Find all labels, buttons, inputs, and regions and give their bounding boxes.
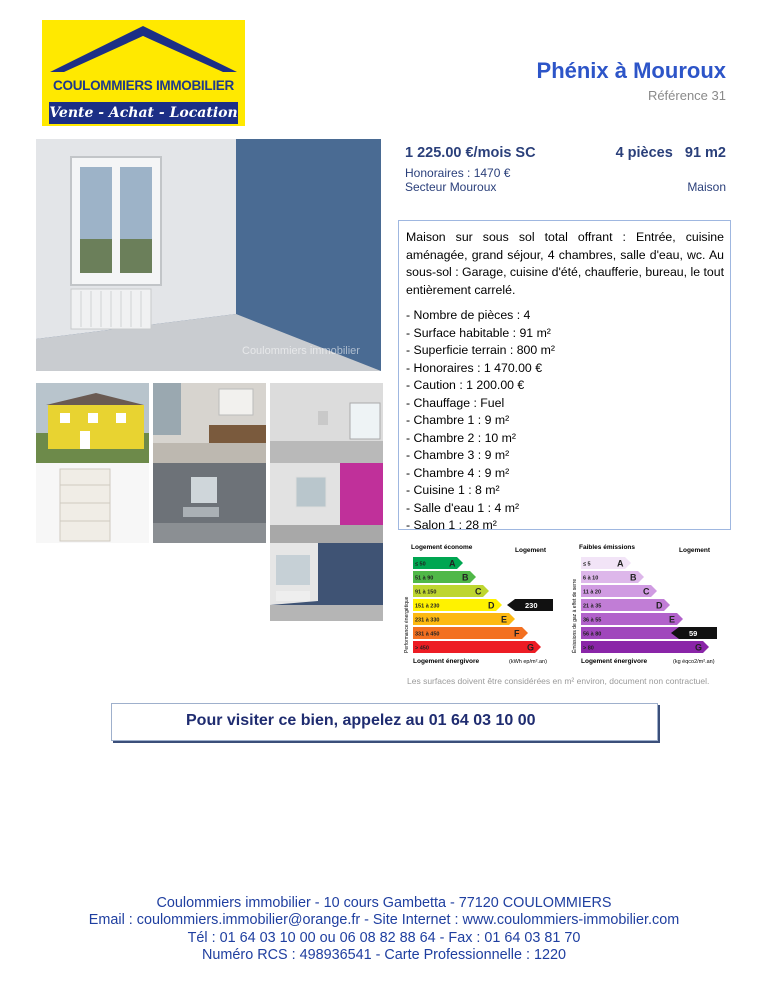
energy-value: 59: [689, 629, 698, 638]
thumbnail-photo[interactable]: [36, 383, 149, 463]
energy-unit: (kg éqco2/m².an): [673, 659, 715, 665]
disclaimer-note: Les surfaces doivent être considérées en m² environ, document non contractuel.: [407, 676, 710, 686]
energy-class-range: 91 à 150: [415, 589, 437, 596]
feature-item: - Chambre 4 : 9 m²: [406, 465, 510, 480]
feature-item: - Caution : 1 200.00 €: [406, 378, 525, 392]
energy-class-range: 36 à 55: [583, 617, 602, 624]
energy-class-range: 231 à 330: [415, 617, 440, 624]
energy-class-range: 11 à 20: [583, 589, 602, 596]
energy-class-range: 51 à 90: [415, 575, 434, 582]
description-text: Maison sur sous sol total offrant : Entrée, cuisine aménagée, grand séjour, 4 chambres, salle d'eau, wc. Au sous-sol : Garage, cuisine d'été, chaufferie, bureau, le tout entièrement carrelé.: [406, 230, 724, 297]
cellar-illustration: [36, 463, 149, 543]
feature-item: - Nombre de pièces : 4: [406, 308, 531, 322]
energy-class-range: 6 à 10: [583, 575, 599, 582]
energy-class-letter: A: [617, 558, 624, 569]
energy-axis-label: Performance énergétique: [404, 596, 410, 653]
room-illustration: [36, 139, 381, 371]
feature-list: [406, 307, 724, 535]
energy-class-range: ≤ 5: [583, 561, 591, 568]
energy-column-title: Logement: [679, 547, 711, 554]
energy-unit: (kWh ep/m².an): [509, 659, 547, 665]
energy-diagram: [403, 541, 731, 669]
photo-watermark: Coulommiers immobilier: [242, 345, 360, 357]
footer-contact: Email : coulommiers.immobilier@orange.fr - Site Internet : www.coulommiers-immobilier.com: [88, 912, 680, 929]
feature-item: - Chambre 3 : 9 m²: [406, 448, 510, 462]
energy-class-letter: G: [695, 642, 703, 653]
energy-class-range: ≤ 50: [415, 561, 426, 568]
thumbnail-photo[interactable]: [270, 543, 383, 621]
footer-address: Coulommiers immobilier - 10 cours Gambetta - 77120 COULOMMIERS: [156, 895, 612, 911]
price: 1 225.00 €/mois SC: [405, 145, 536, 161]
sector: Secteur Mouroux: [405, 180, 497, 194]
energy-labels: [403, 541, 731, 669]
feature-item: - Salle d'eau 1 : 4 m²: [406, 500, 520, 515]
energy-class-letter: B: [630, 572, 637, 583]
description-box: [398, 220, 731, 530]
energy-title: Faibles émissions: [579, 544, 635, 551]
energy-class-letter: G: [527, 642, 535, 653]
agency-logo: [42, 20, 245, 126]
feature-item: - Cuisine 1 : 8 m²: [406, 483, 500, 497]
cta-text: Pour visiter ce bien, appelez au 01 64 03 10 00: [186, 712, 536, 729]
feature-item: - Salon 1 : 28 m²: [406, 518, 497, 532]
footer: [0, 895, 768, 964]
logo-name: COULOMMIERS IMMOBILIER: [53, 78, 234, 93]
feature-item: - Chauffage : Fuel: [406, 395, 505, 410]
energy-class-letter: F: [514, 628, 520, 639]
thumbnail-photo[interactable]: [153, 463, 266, 543]
energy-column-title: Logement: [515, 547, 547, 554]
energy-class-bar: [581, 641, 709, 653]
reference-number: Référence 31: [647, 88, 726, 103]
energy-class-letter: E: [501, 614, 508, 625]
feature-item: - Superficie terrain : 800 m²: [406, 343, 555, 357]
thumbnail-photo[interactable]: [36, 463, 149, 543]
logo-tagline: Vente - Achat - Location: [49, 102, 238, 124]
energy-title: Logement économe: [411, 544, 473, 551]
rooms-surface: 4 pièces 91 m2: [615, 145, 726, 161]
energy-class-letter: D: [656, 600, 663, 611]
house-exterior-illustration: [36, 383, 149, 463]
energy-class-range: > 450: [415, 645, 429, 652]
thumbnail-photo[interactable]: [153, 383, 266, 463]
footer-registration: Numéro RCS : 498936541 - Carte Professionnelle : 1220: [202, 946, 566, 963]
energy-class-letter: A: [449, 558, 456, 569]
energy-value: 230: [525, 601, 538, 610]
energy-bottom-label: Logement énergivore: [581, 658, 648, 665]
pink-room-illustration: [270, 463, 383, 543]
energy-class-letter: B: [462, 572, 469, 583]
energy-class-range: 21 à 35: [583, 603, 602, 610]
energy-class-range: > 80: [583, 645, 594, 652]
roof-icon: [42, 20, 245, 80]
room-illustration: [270, 383, 383, 463]
energy-class-letter: C: [643, 586, 650, 597]
energy-class-range: 56 à 80: [583, 631, 602, 638]
kitchen-illustration: [153, 383, 266, 463]
room-illustration: [153, 463, 266, 543]
energy-class-letter: D: [488, 600, 495, 611]
property-type: Maison: [687, 180, 726, 194]
fees: Honoraires : 1470 €: [405, 166, 511, 180]
energy-class-bar: [413, 641, 541, 653]
thumbnail-photo[interactable]: [270, 463, 383, 543]
thumbnail-photo[interactable]: [270, 383, 383, 463]
energy-bottom-label: Logement énergivore: [413, 658, 480, 665]
feature-item: - Chambre 2 : 10 m²: [406, 430, 517, 445]
energy-axis-label: Émissions de gaz à effet de serre: [572, 578, 578, 653]
energy-class-letter: E: [669, 614, 676, 625]
energy-class-range: 331 à 450: [415, 631, 440, 638]
energy-class-range: 151 à 230: [415, 603, 440, 610]
energy-class-letter: C: [475, 586, 482, 597]
feature-item: - Honoraires : 1 470.00 €: [406, 360, 543, 375]
room-illustration: [270, 543, 383, 621]
feature-item: - Surface habitable : 91 m²: [406, 325, 551, 340]
feature-item: - Chambre 1 : 9 m²: [406, 413, 510, 427]
visit-call-to-action: [111, 703, 658, 741]
main-photo[interactable]: [36, 139, 381, 371]
page-title: Phénix à Mouroux: [536, 58, 726, 83]
footer-phone: Tél : 01 64 03 10 00 ou 06 08 82 88 64 - Fax : 01 64 03 81 70: [187, 929, 581, 946]
